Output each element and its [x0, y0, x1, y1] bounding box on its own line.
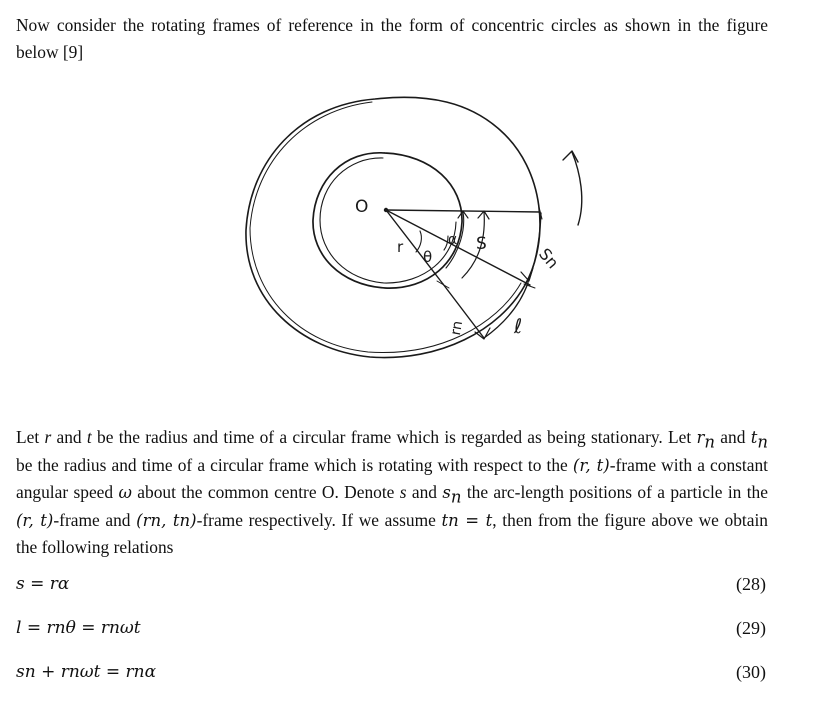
label-alpha: α — [448, 232, 458, 248]
equation-lhs: sn + rnωt = rnα — [16, 662, 157, 682]
label-s: S — [476, 234, 487, 254]
label-l: ℓ — [514, 314, 523, 338]
label-s-n: Sn — [535, 244, 563, 273]
label-radius-r: r — [397, 238, 404, 256]
label-theta: θ — [423, 248, 433, 266]
intro-paragraph: Now consider the rotating frames of reference in the form of concentric circles as shown in the figure below [9] — [16, 15, 768, 62]
label-center: O — [355, 197, 369, 217]
equation-30 — [16, 662, 766, 690]
equation-28 — [16, 574, 766, 602]
equation-number: (30) — [736, 662, 766, 682]
inner-circle — [313, 153, 462, 288]
equation-29 — [16, 618, 766, 646]
body-paragraph: Let r and t be the radius and time of a circular frame which is regarded as being stationary. Let $r_n$ and $t_n$ be the radius and time of a circular frame which is rotating with respect to the (r, t)-frame with a constant angular speed ω about the common centre O. Denote s and $s_n$ the arc-length positions of a particle in the (r, t)-frame and (rn, tn)-frame respectively. If we assume tn = t, then from the figure above we obtain the following relations — [16, 427, 768, 557]
equation-lhs: l = rnθ = rnωt — [16, 618, 141, 638]
equation-lhs: s = rα — [16, 574, 70, 594]
equation-number: (28) — [736, 574, 766, 594]
rotating-frames-figure — [236, 82, 606, 382]
equation-number: (29) — [736, 618, 766, 638]
label-r-n: rn — [447, 319, 467, 337]
